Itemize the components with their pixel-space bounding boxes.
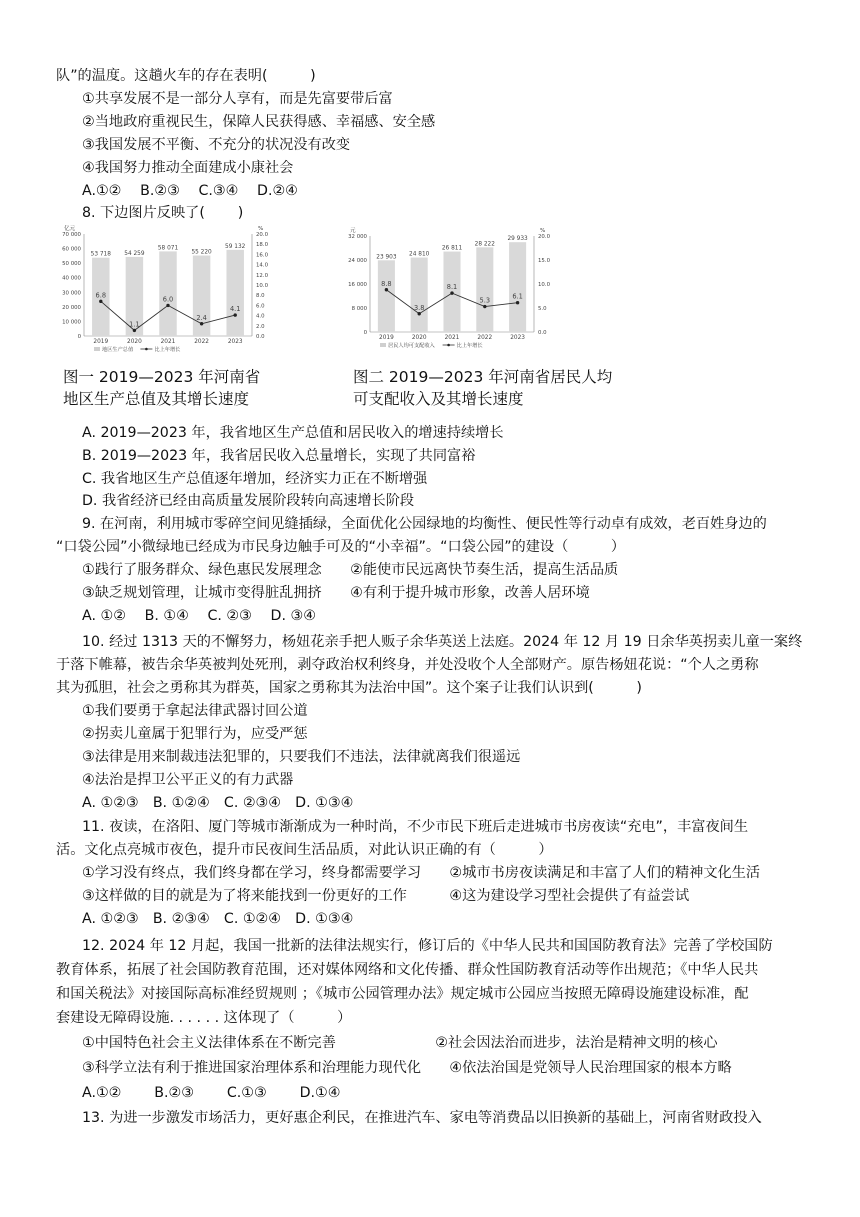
q7-option-4: ④我国努力推动全面建成小康社会 [82,160,294,176]
y2-tick-label: 8.0 [256,293,265,300]
y-tick-label: 10 000 [62,319,81,326]
y-tick-label: 50 000 [62,261,81,268]
legend-line-label: 比上年增长 [154,347,181,353]
y-tick-label: 20 000 [62,304,81,311]
bar-value-label: 55 220 [191,249,212,256]
figure-2-caption-line-1: 图二 2019—2023 年河南省居民人均 [353,368,613,386]
y-tick-label: 0 [77,334,81,340]
x-tick-label: 2022 [194,339,209,345]
y2-tick-label: 16.0 [256,252,269,259]
growth-point [418,312,421,315]
bar-value-label: 28 222 [474,241,495,248]
growth-point [166,304,169,307]
bar-value-label: 53 718 [90,251,111,258]
y2-tick-label: 14.0 [256,262,269,269]
chart-gdp [56,224,282,358]
q8-option-d: D. 我省经济已经由高质量发展阶段转向高速增长阶段 [82,493,415,509]
growth-point [99,300,102,303]
x-tick-label: 2023 [510,335,525,341]
legend-line-marker [447,344,450,347]
q8-option-a: A. 2019—2023 年，我省地区生产总值和居民收入的增速持续增长 [82,425,504,441]
chart-income [340,224,568,358]
bar [159,251,176,336]
bar [411,258,428,332]
y2-tick-label: 5.0 [538,306,547,312]
x-tick-label: 2023 [227,339,243,345]
x-tick-label: 2019 [379,335,394,341]
q10-stem-line-3: 其为孤胆，社会之勇称其为群英，国家之勇称其为法治中国”。这个案子让我们认识到( ) [56,680,642,696]
bar-value-label: 23 903 [376,254,397,261]
growth-value-label: 6.0 [162,295,174,304]
q10-option-1: ①我们要勇于拿起法律武器讨回公道 [82,703,308,719]
q12-stem-line-4: 套建设无障碍设施. . . . . . 这体现了（ ） [56,1010,352,1026]
growth-point [385,288,388,291]
y-tick-label: 32 000 [348,234,367,240]
q13-stem-line-1: 13. 为进一步激发市场活力，更好惠企利民，在推进汽车、家电等消费品以旧换新的基础上，河南省财政投入 [82,1110,762,1126]
bar [476,247,493,332]
y2-tick-label: 4.0 [256,313,265,320]
y2-tick-label: 18.0 [256,242,269,249]
q8-option-c: C. 我省地区生产总值逐年增加，经济实力正在不断增强 [82,471,428,487]
y-tick-label: 40 000 [62,275,81,282]
q11-stem-line-1: 11. 夜读，在洛阳、厦门等城市渐渐成为一种时尚，不少市民下班后走进城市书房夜读“充电”，丰富夜间生 [82,819,749,835]
legend-bar-swatch [380,343,386,347]
y-tick-label: 70 000 [62,232,81,238]
x-tick-label: 2021 [160,339,176,345]
x-tick-label: 2021 [444,335,460,341]
growth-point [483,305,486,308]
q9-options-3-4: ③缺乏规划管理，让城市变得脏乱拥挤 ④有利于提升城市形象，改善人居环境 [82,585,590,601]
q8-stem: 8. 下边图片反映了( ) [82,205,244,221]
y-tick-label: 24 000 [348,258,367,264]
legend-bar-swatch [94,347,100,351]
q7-option-1: ①共享发展不是一部分人享有，而是先富要带后富 [82,91,393,107]
bar-value-label: 29 933 [507,236,528,243]
y2-tick-label: 20.0 [256,232,269,238]
x-tick-label: 2020 [127,339,142,345]
bar [378,260,395,332]
y-tick-label: 30 000 [62,290,81,297]
legend-bar-label: 居民人均可支配收入 [388,343,435,349]
legend-line-label: 比上年增长 [456,343,483,349]
q10-stem-line-2: 于落下帷幕，被告余华英被判处死刑，剥夺政治权利终身，并处没收个人全部财产。原告杨妞花说：“个人之勇称 [56,657,759,673]
y2-tick-label: 15.0 [538,258,551,264]
q11-options-3-4: ③这样做的目的就是为了将来能找到一份更好的工作 ④这为建设学习型社会提供了有益尝试 [82,888,690,904]
growth-point [200,322,203,325]
y-tick-label: 0 [363,330,367,336]
growth-value-label: 1.1 [129,320,140,329]
y2-tick-label: 20.0 [538,234,551,240]
q10-option-3: ③法律是用来制裁违法犯罪的，只要我们不违法，法律就离我们很遥远 [82,749,521,765]
y-axis-unit: 亿元 [64,226,76,232]
q12-answer-choices: A.①② B.②③ C.①③ D.①④ [82,1085,341,1101]
q7-option-2: ②当地政府重视民生，保障人民获得感、幸福感、安全感 [82,114,436,130]
growth-value-label: 6.1 [512,292,523,301]
bar-value-label: 58 071 [157,245,179,252]
y2-tick-label: 0.0 [256,334,265,340]
y-tick-label: 60 000 [62,246,81,253]
bar [509,242,526,332]
q7-stem-tail: 队”的温度。这趟火车的存在表明( ) [56,68,316,84]
q11-answer-choices: A. ①②③ B. ②③④ C. ①②④ D. ①③④ [82,911,354,927]
y2-tick-label: 10.0 [538,282,551,288]
q9-options-1-2: ①践行了服务群众、绿色惠民发展理念 ②能使市民远离快节奏生活，提高生活品质 [82,562,619,578]
q9-stem-line-1: 9. 在河南，利用城市零碎空间见缝插绿，全面优化公园绿地的均衡性、便民性等行动卓有成效，老百姓身边的 [82,516,767,532]
y-axis-unit: 元 [350,228,356,234]
y2-axis-unit: % [540,228,546,234]
q9-answer-choices: A. ①② B. ①④ C. ②③ D. ③④ [82,608,316,624]
figure-2-caption-line-2: 可支配收入及其增长速度 [353,390,524,408]
bar-value-label: 26 811 [441,245,463,252]
growth-point [234,313,237,316]
growth-point [450,291,453,294]
legend-line-marker [145,348,148,351]
growth-value-label: 2.4 [196,313,207,322]
growth-point [516,301,519,304]
q11-stem-line-2: 活。文化点亮城市夜色，提升市民夜间生活品质，对此认识正确的有（ ） [56,842,553,858]
q12-stem-line-2: 教育体系，拓展了社会国防教育范围，还对媒体网络和文化传播、群众性国防教育活动等作出规范；《中华人民共 [56,962,759,978]
growth-point [133,329,136,332]
bar-value-label: 54 259 [124,250,145,257]
q7-option-3: ③我国发展不平衡、不充分的状况没有改变 [82,137,351,153]
growth-value-label: 5.3 [479,296,491,305]
bar-value-label: 59 132 [225,243,246,250]
q12-stem-line-1: 12. 2024 年 12 月起，我国一批新的法律法规实行，修订后的《中华人民共和国国防教育法》完善了学校国防 [82,938,773,954]
q12-options-1-2: ①中国特色社会主义法律体系在不断完善 ②社会因法治而进步，法治是精神文明的核心 [82,1035,718,1051]
x-tick-label: 2020 [411,335,427,341]
y2-tick-label: 10.0 [256,283,269,289]
y-tick-label: 8 000 [351,306,367,312]
q10-option-2: ②拐卖儿童属于犯罪行为，应受严惩 [82,726,308,742]
y-tick-label: 16 000 [348,282,367,288]
x-tick-label: 2019 [93,339,109,345]
y2-axis-unit: % [258,226,264,232]
bar [226,250,243,336]
y2-tick-label: 12.0 [256,272,269,279]
q10-option-4: ④法治是捍卫公平正义的有力武器 [82,772,294,788]
x-tick-label: 2022 [477,335,493,341]
y2-tick-label: 0.0 [538,330,547,336]
q12-options-3-4: ③科学立法有利于推进国家治理体系和治理能力现代化 ④依法治国是党领导人民治理国家的根本方略 [82,1060,732,1076]
growth-value-label: 4.1 [229,305,241,314]
growth-value-label: 8.1 [446,283,458,292]
y2-tick-label: 2.0 [256,323,265,330]
growth-value-label: 6.8 [95,291,107,300]
growth-value-label: 3.8 [413,303,425,312]
q11-options-1-2: ①学习没有终点，我们终身都在学习，终身都需要学习 ②城市书房夜读满足和丰富了人们的精神文化生活 [82,865,761,881]
q7-answer-choices: A.①② B.②③ C.③④ D.②④ [82,183,298,199]
q10-answer-choices: A. ①②③ B. ①②④ C. ②③④ D. ①③④ [82,795,354,811]
y2-tick-label: 6.0 [256,303,265,310]
q9-stem-line-2: “口袋公园”小微绿地已经成为市民身边触手可及的“小幸福”。“口袋公园”的建设（ ） [56,539,626,555]
bar-value-label: 24 810 [409,251,430,258]
growth-value-label: 8.8 [381,279,392,288]
figure-1-caption-line-1: 图一 2019—2023 年河南省 [63,368,261,386]
q12-stem-line-3: 和国关税法》对接国际高标准经贸规则 ；《城市公园管理办法》规定城市公园应当按照无障碍设施建设标准，配 [56,986,749,1002]
q10-stem-line-1: 10. 经过 1313 天的不懈努力，杨妞花亲手把人贩子余华英送上法庭。2024 年 12 月 19 日余华英拐卖儿童一案终 [82,634,803,650]
legend-bar-label: 地区生产总值 [102,347,134,353]
q8-option-b: B. 2019—2023 年，我省居民收入总量增长，实现了共同富裕 [82,448,476,464]
figure-1-caption-line-2: 地区生产总值及其增长速度 [63,390,250,408]
